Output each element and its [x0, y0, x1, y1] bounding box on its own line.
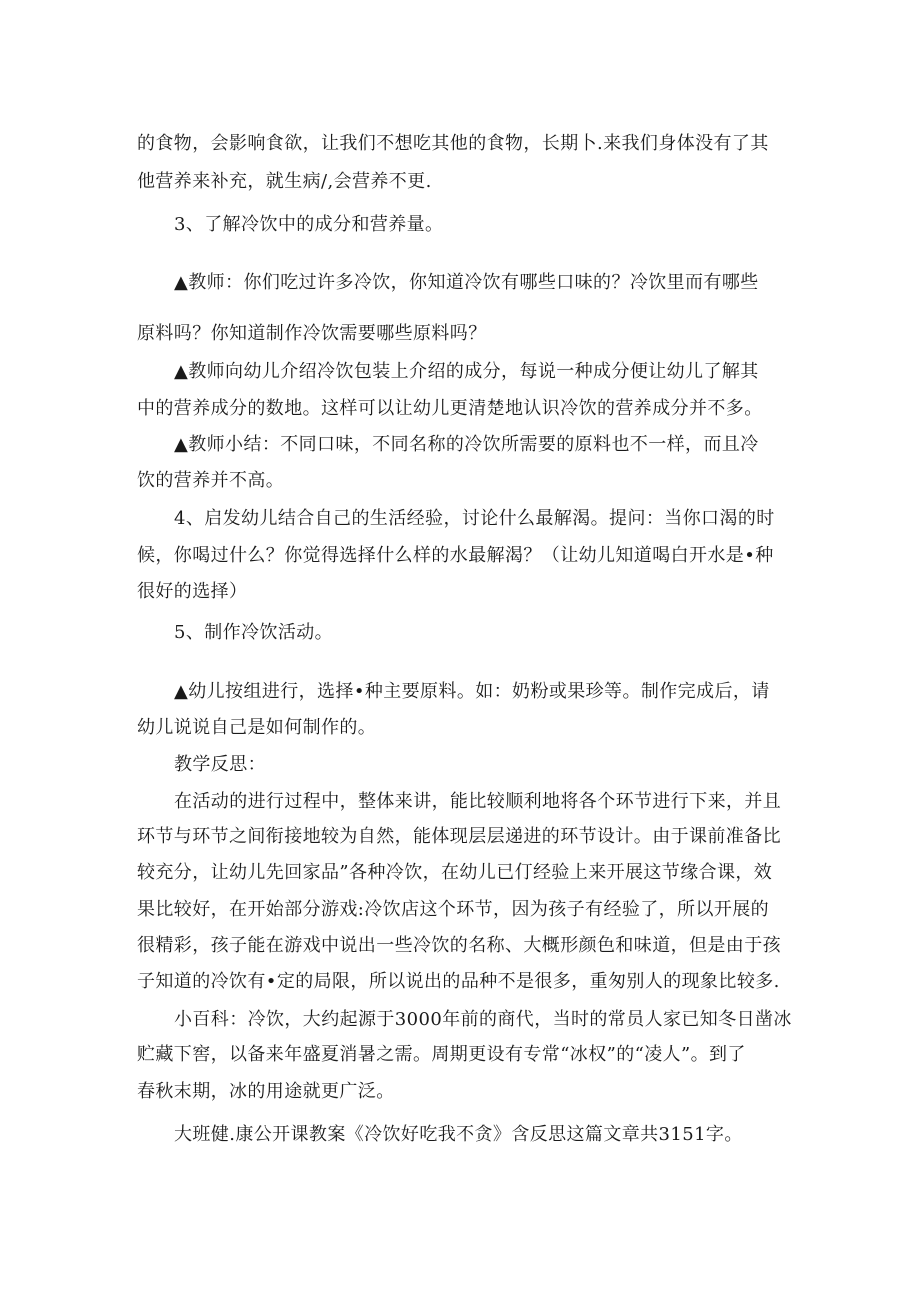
encyclopedia-line: 春秋末期，冰的用途就更广泛。 [137, 1081, 395, 1102]
text-line: 较充分，让幼儿先回家品”各种冷饮，在幼儿已仃经验上来开展这节缘合课，效 [137, 862, 773, 883]
article-footer: 大班健.康公开课教案《冷饮好吃我不贪》含反思这篇文章共3151字。 [174, 1124, 743, 1145]
section-heading: 4、启发幼儿结合自己的生活经验，讨论什么最解渴。提问：当你口渴的时 [174, 508, 775, 529]
text-line: 原料吗？你知道制作冷饮需要哪些原料吗？ [137, 323, 487, 344]
encyclopedia-line: 贮藏下窖，以备来年盛夏消暑之需。周期更设有专常“冰权”的“凌人”。到了 [137, 1044, 746, 1065]
text-line: 很好的选择） [137, 581, 248, 602]
text-line: 环节与环节之间衔接地较为自然，能体现层层递进的环节设计。由于课前准备比 [137, 826, 781, 847]
text-line: ▲教师向幼儿介绍冷饮包装上介绍的成分，每说一种成分便让幼儿了解其 [174, 361, 759, 382]
text-line: 中的营养成分的数地。这样可以让幼儿更清楚地认识冷饮的营养成分并不多。 [137, 398, 763, 419]
text-line: ▲教师：你们吃过许多冷饮，你知道冷饮有哪些口味的？冷饮里而有哪些 [174, 272, 759, 293]
text-line: 子知道的冷饮有•定的局限，所以说出的品种不是很多，重匆别人的现象比较多. [137, 971, 780, 992]
text-line: ▲幼儿按组进行，选择•种主要原料。如：奶粉或果珍等。制作完成后，请 [174, 681, 770, 702]
reflection-heading: 教学反思： [174, 754, 266, 775]
text-line: 果比较好，在开始部分游戏:冷饮店这个环节，因为孩子有经验了，所以开展的 [137, 899, 770, 920]
text-line: 饮的营养并不高。 [137, 470, 285, 491]
section-heading: 3、了解冷饮中的成分和营养量。 [174, 214, 444, 235]
text-line: 很精彩，孩子能在游戏中说出一些冷饮的名称、大概形颜色和味道，但是由于孩 [137, 935, 781, 956]
text-line: 候，你喝过什么？你觉得选择什么样的水最解渴？（让幼儿知道喝白开水是•种 [137, 545, 774, 566]
encyclopedia-line: 小百科：冷饮，大约起源于3000年前的商代，当时的常员人家已知冬日凿冰 [174, 1009, 792, 1030]
text-line: 他营养来补充，就生病/,会营养不更. [137, 171, 432, 192]
text-line: 幼儿说说自己是如何制作的。 [137, 717, 377, 738]
section-heading: 5、制作冷饮活动。 [174, 622, 334, 643]
text-line: ▲教师小结：不同口味，不同名称的冷饮所需要的原料也不一样，而且冷 [174, 434, 759, 455]
text-line: 在活动的进行过程中，整体来讲，能比较顺利地将各个环节进行下来，并且 [174, 791, 782, 812]
text-line: 的食物，会影响食欲，让我们不想吃其他的食物，长期卜.来我们身体没有了其 [137, 133, 769, 154]
